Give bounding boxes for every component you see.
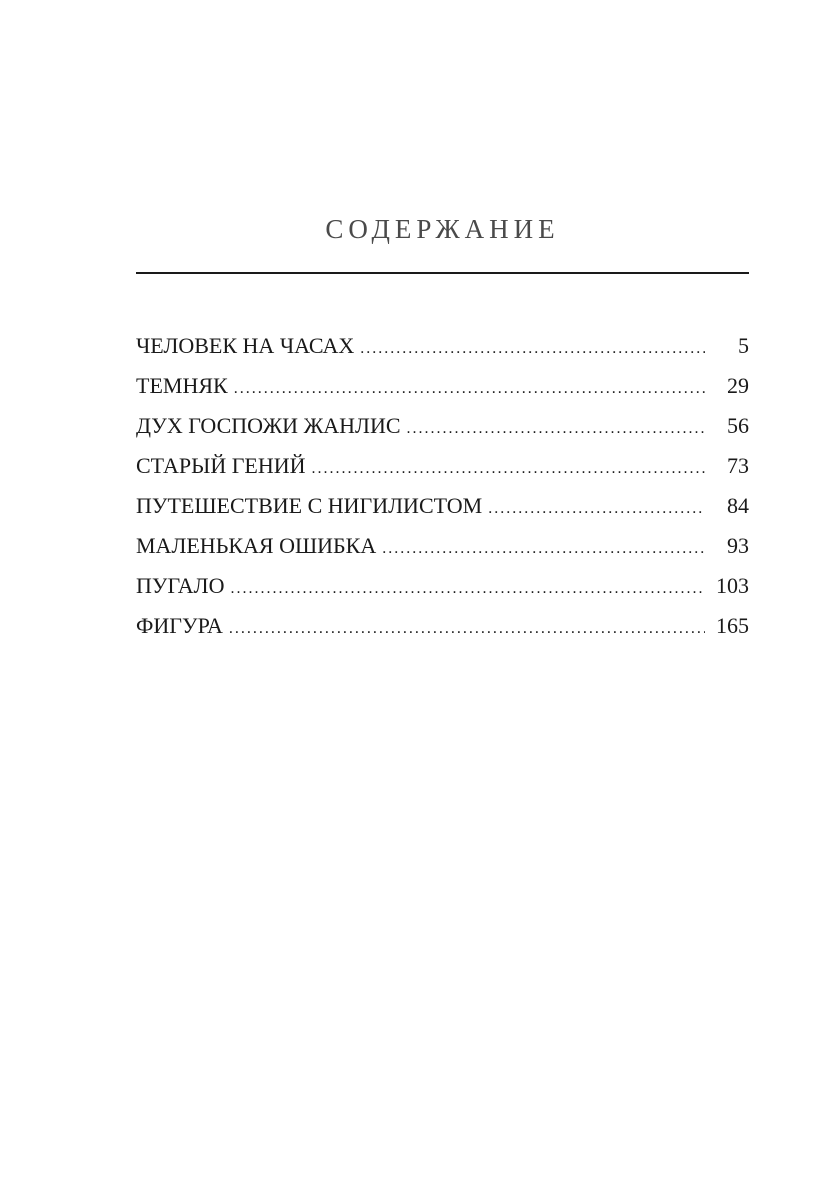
toc-entry-title: ТЕМНЯК: [136, 373, 228, 398]
toc-entry[interactable]: [136, 571, 749, 611]
toc-entry[interactable]: [136, 491, 749, 531]
toc-entry-page-number: 84: [727, 493, 749, 518]
toc-entry[interactable]: [136, 451, 749, 491]
table-of-contents: [136, 331, 749, 651]
toc-entry[interactable]: [136, 531, 749, 571]
toc-entry-title: ПУТЕШЕСТВИЕ С НИГИЛИСТОМ: [136, 493, 483, 518]
dot-leader: [488, 494, 705, 524]
toc-entry-page-number: 56: [727, 413, 749, 438]
title-divider: [136, 272, 749, 274]
toc-entry-title: ЧЕЛОВЕК НА ЧАСАХ: [136, 333, 355, 358]
toc-entry-title: ДУХ ГОСПОЖИ ЖАНЛИС: [136, 413, 401, 438]
toc-entry-title: МАЛЕНЬКАЯ ОШИБКА: [136, 533, 377, 558]
toc-entry[interactable]: [136, 331, 749, 371]
toc-entry[interactable]: [136, 611, 749, 651]
toc-entry-page-number: 29: [727, 373, 749, 398]
toc-entry-title: ФИГУРА: [136, 613, 223, 638]
dot-leader: [360, 334, 705, 364]
dot-leader: [229, 614, 705, 644]
dot-leader: [382, 534, 705, 564]
dot-leader: [312, 454, 705, 484]
toc-entry-title: ПУГАЛО: [136, 573, 225, 598]
toc-entry-page-number: 93: [727, 533, 749, 558]
toc-entry-title: СТАРЫЙ ГЕНИЙ: [136, 453, 306, 478]
toc-entry-page-number: 165: [716, 613, 749, 638]
toc-entry-page-number: 5: [738, 333, 749, 358]
toc-entry-page-number: 103: [716, 573, 749, 598]
toc-entry[interactable]: [136, 411, 749, 451]
dot-leader: [230, 574, 705, 604]
dot-leader: [234, 374, 705, 404]
toc-entry-page-number: 73: [727, 453, 749, 478]
dot-leader: [407, 414, 705, 444]
toc-entry[interactable]: [136, 371, 749, 411]
page-title: СОДЕРЖАНИЕ: [325, 214, 560, 244]
